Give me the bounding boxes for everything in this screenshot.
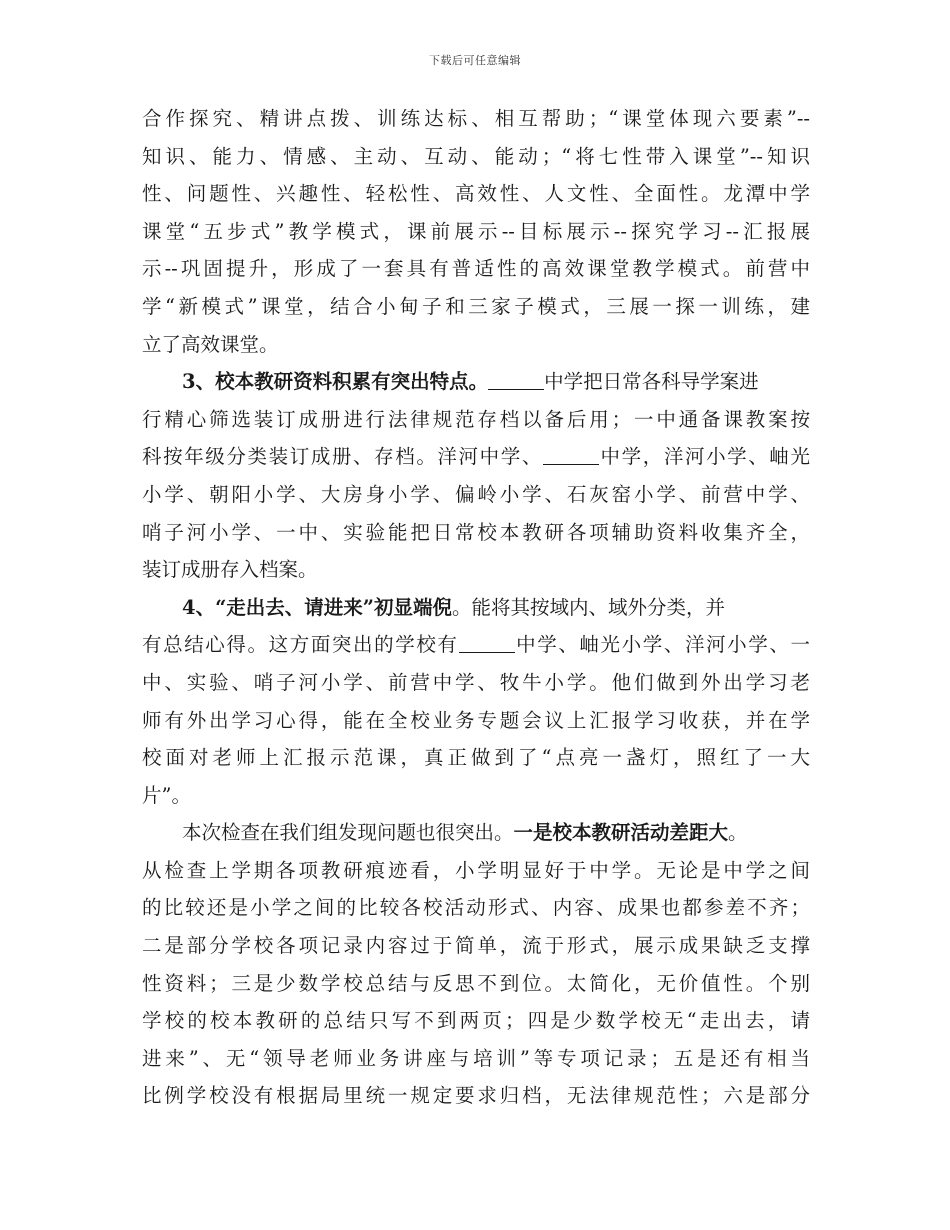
- text-line: [142, 1077, 810, 1115]
- text-line: [142, 702, 810, 740]
- text-line: [142, 1040, 810, 1078]
- text-segment: 师有外出学习心得，能在全校业务专题会议上汇报学习收获，并在学: [142, 708, 810, 732]
- text-segment: 性资料；三是少数学校总结与反思不到位。太简化，无价值性。个别: [142, 971, 810, 995]
- text-line: [142, 852, 810, 890]
- text-segment: 学“新模式”课堂，结合小甸子和三家子模式，三展一探一训练，建: [142, 294, 810, 318]
- text-line: [142, 626, 810, 664]
- text-segment: 本次检查在我们组发现问题也很突出。: [182, 821, 514, 845]
- text-segment: 立了高效课堂。: [142, 332, 279, 356]
- text-line: [142, 363, 810, 401]
- text-line: [142, 551, 810, 589]
- text-segment: 中学、岫光小学、洋河小学、一: [514, 633, 810, 657]
- text-segment: 中学，洋河小学、岫光: [598, 445, 810, 469]
- blank-underline: [488, 370, 544, 390]
- text-segment: 校面对老师上汇报示范课，真正做到了“点亮一盏灯，照红了一大: [142, 746, 810, 770]
- text-segment: 二是部分学校各项记录内容过于简单，流于形式，展示成果缺乏支撑: [142, 934, 810, 958]
- text-line: [142, 1002, 810, 1040]
- text-line: [142, 777, 810, 815]
- text-line: [142, 965, 810, 1003]
- text-segment: 示--巩固提升，形成了一套具有普适性的高效课堂教学模式。前营中: [142, 257, 810, 281]
- text-segment: 中、实验、哨子河小学、前营中学、牧牛小学。他们做到外出学习老: [142, 670, 810, 694]
- text-segment: 中学把日常各科导学案进: [544, 370, 759, 394]
- text-line: [142, 476, 810, 514]
- text-segment: 行精心筛选装订成册进行法律规范存档以备后用；一中通备课教案按: [142, 407, 810, 431]
- page-header: 下载后可任意编辑: [429, 54, 521, 67]
- text-segment: 从检查上学期各项教研痕迹看，小学明显好于中学。无论是中学之间: [142, 858, 810, 882]
- blank-underline: [543, 445, 599, 465]
- text-segment: 。: [728, 821, 748, 845]
- document-body: [142, 100, 810, 1115]
- text-line: [142, 100, 810, 138]
- text-segment: 性、问题性、兴趣性、轻松性、高效性、人文性、全面性。龙潭中学: [142, 182, 810, 206]
- bold-heading-text: 一是校本教研活动差距大: [513, 821, 729, 845]
- text-segment: 课堂“五步式”教学模式，课前展示--目标展示--探究学习--汇报展: [142, 219, 810, 243]
- text-segment: 的比较还是小学之间的比较各校活动形式、内容、成果也都参差不齐；: [142, 896, 810, 920]
- text-segment: 装订成册存入档案。: [142, 558, 318, 582]
- text-line: [142, 589, 810, 627]
- text-segment: 科按年级分类装订成册、存档。洋河中学、: [142, 445, 543, 469]
- text-segment: 片”。: [142, 783, 191, 807]
- text-line: [142, 213, 810, 251]
- text-line: [142, 889, 810, 927]
- bold-heading-text: 4、“走出去、请进来”初显端倪: [182, 595, 453, 619]
- text-segment: 知识、能力、情感、主动、互动、能动；“将七性带入课堂”--知识: [142, 144, 810, 168]
- text-line: [142, 927, 810, 965]
- text-segment: 合作探究、精讲点拨、训练达标、相互帮助；“课堂体现六要素”--: [142, 107, 810, 130]
- text-segment: 哨子河小学、一中、实验能把日常校本教研各项辅助资料收集齐全，: [142, 520, 810, 544]
- text-segment: 比例学校没有根据局里统一规定要求归档，无法律规范性；六是部分: [142, 1084, 810, 1108]
- text-segment: 有总结心得。这方面突出的学校有: [142, 633, 459, 657]
- text-line: [142, 138, 810, 176]
- text-line: [142, 175, 810, 213]
- text-line: [142, 664, 810, 702]
- blank-underline: [459, 633, 515, 653]
- bold-heading-text: 3、校本教研资料积累有突出特点。: [182, 370, 489, 394]
- text-line: [142, 814, 810, 852]
- text-line: [142, 514, 810, 552]
- text-line: [142, 326, 810, 364]
- text-segment: 学校的校本教研的总结只写不到两页；四是少数学校无“走出去，请: [142, 1009, 810, 1033]
- text-line: [142, 401, 810, 439]
- text-line: [142, 438, 810, 476]
- text-line: [142, 739, 810, 777]
- text-line: [142, 288, 810, 326]
- text-line: [142, 250, 810, 288]
- text-segment: 。能将其按域内、域外分类，并: [452, 595, 726, 619]
- text-segment: 进来”、无“领导老师业务讲座与培训”等专项记录；五是还有相当: [142, 1046, 810, 1070]
- text-segment: 小学、朝阳小学、大房身小学、偏岭小学、石灰窑小学、前营中学、: [142, 482, 810, 506]
